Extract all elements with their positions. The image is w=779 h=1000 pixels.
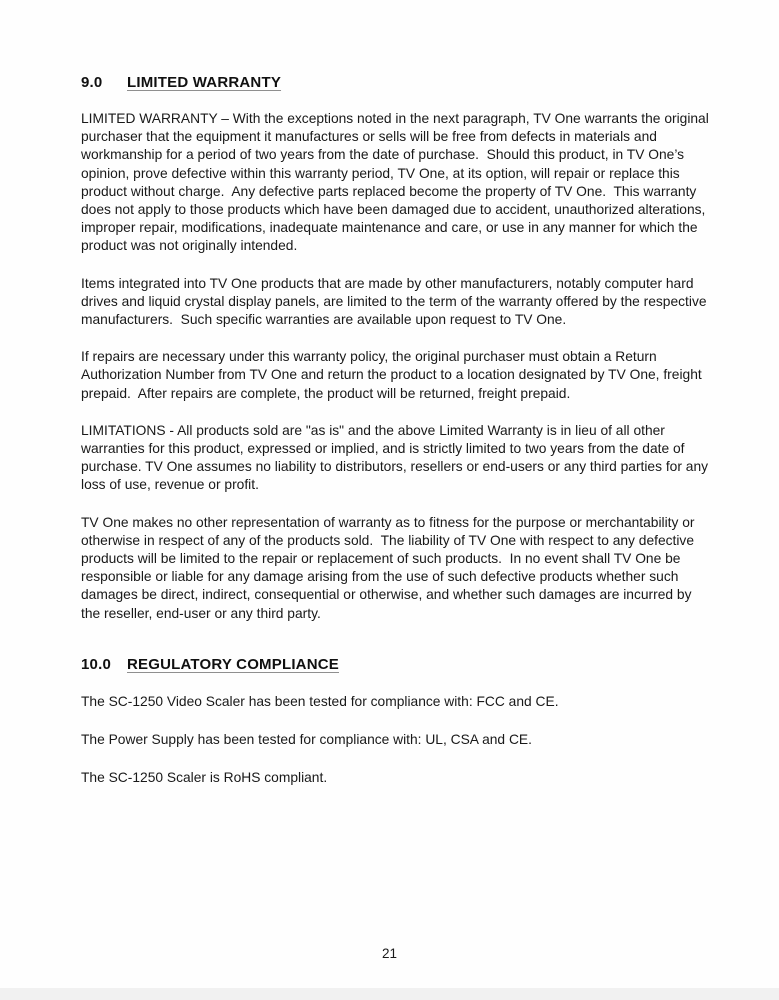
section-limited-warranty bbox=[81, 74, 711, 623]
paragraph: TV One makes no other representation of warranty as to fitness for the purpose or merchantability or otherwise in respect of any of the products sold. The liability of TV One with respect to any defective products will be limited to the repair or replacement of such products. In no event shall TV One be responsible or liable for any damage arising from the use of such defective products whether such damages be direct, indirect, consequential or otherwise, and whether such damages are incurred by the reseller, end-user or any third party. bbox=[81, 514, 699, 621]
section-heading bbox=[81, 74, 711, 91]
section-heading bbox=[81, 656, 711, 673]
paragraph: The SC-1250 Scaler is RoHS compliant. bbox=[81, 770, 328, 786]
paragraph: The Power Supply has been tested for compliance with: UL, CSA and CE. bbox=[81, 732, 532, 748]
section-number: 10.0 bbox=[81, 655, 111, 673]
paragraph: Items integrated into TV One products that are made by other manufacturers, notably computer hard drives and liquid crystal display panels, are limited to the term of the warranty offered by the respective manufacturers. Such specific warranties are available upon request to TV One. bbox=[81, 275, 711, 328]
page-footer bbox=[0, 946, 779, 961]
section-title: REGULATORY COMPLIANCE bbox=[127, 655, 339, 673]
paragraph: LIMITED WARRANTY – With the exceptions noted in the next paragraph, TV One warrants the original purchaser that the equipment it manufactures or sells will be free from defects in materials and workmanship for a period of two years from the date of purchase. Should this product, in TV One’s opinion, prove defective within this warranty period, TV One, at its option, will repair or replace this product without charge. Any defective parts replaced become the property of TV One. This warranty does not apply to those products which have been damaged due to accident, unauthorized alterations, improper repair, modifications, inadequate maintenance and care, or use in any manner for which the product was not originally intended. bbox=[81, 111, 713, 254]
paragraph: If repairs are necessary under this warranty policy, the original purchaser must obtain a Return Authorization Number from TV One and return the product to a location designated by TV One, freight prepaid. After repairs are complete, the product will be returned, freight prepaid. bbox=[81, 349, 706, 401]
section-number: 9.0 bbox=[81, 74, 103, 91]
page-content bbox=[81, 74, 711, 787]
page-number: 21 bbox=[381, 946, 398, 961]
section-regulatory-compliance bbox=[81, 656, 711, 788]
section-title: LIMITED WARRANTY bbox=[127, 74, 282, 91]
paragraph: LIMITATIONS - All products sold are "as is" and the above Limited Warranty is in lieu of all other warranties for this product, expressed or implied, and is strictly limited to two years from the date of purchase. TV One assumes no liability to distributors, resellers or end-users or any third parties for any loss of use, revenue or profit. bbox=[81, 422, 712, 493]
paragraph: The SC-1250 Video Scaler has been tested for compliance with: FCC and CE. bbox=[81, 693, 559, 709]
scan-edge bbox=[0, 988, 779, 1000]
